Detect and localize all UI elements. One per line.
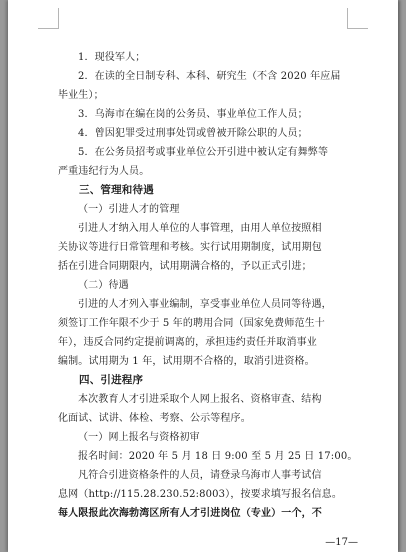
management-para-line-2: 关协议等进行日常管理和考核。实行试用期制度，试用期包 — [58, 242, 322, 253]
document-page — [8, 0, 398, 552]
page-body — [58, 48, 358, 523]
registration-para-line-2: 息网（http://115.28.230.52:8003），按要求填写报名信息。 — [58, 489, 342, 500]
exclusion-item-1: 1．现役军人； — [78, 52, 146, 63]
exclusion-item-2: 2．在读的全日制专科、本科、研究生（不含 2020 年应届 — [78, 71, 341, 82]
subsection-heading-3: （一）网上报名与资格初审 — [78, 432, 200, 443]
registration-time: 报名时间：2020 年 5 月 18 日 9:00 至 5 月 25 日 17:00。 — [78, 451, 358, 462]
registration-limit-line: 每人限报此次海勃湾区所有人才引进岗位（专业）一个，不 — [58, 508, 322, 519]
crop-mark-top-left — [38, 8, 59, 29]
crop-mark-top-right — [347, 8, 368, 29]
procedure-para-line-2: 化面试、试讲、体检、考察、公示等程序。 — [58, 413, 251, 424]
exclusion-item-2-cont: 毕业生）； — [58, 90, 104, 101]
treatment-para-line-1: 引进的人才列入事业编制，享受事业单位人员同等待遇， — [78, 299, 332, 310]
procedure-para-line-1: 本次教育人才引进采取个人网上报名、资格审查、结构 — [78, 394, 322, 405]
subsection-heading-1: （一）引进人才的管理 — [78, 204, 180, 215]
exclusion-item-5: 5．在公务员招考或事业单位公开引进中被认定有舞弊等 — [78, 147, 329, 158]
page-number: —17— — [325, 537, 358, 548]
treatment-para-line-3: 年），违反合同约定提前调离的，承担违约责任并取消事业 — [58, 337, 317, 348]
registration-para-line-1: 凡符合引进资格条件的人员，请登录乌海市人事考试信 — [78, 470, 322, 481]
management-para-line-3: 括在引进合同期限内，试用期满合格的，予以正式引进； — [58, 261, 312, 272]
management-para-line-1: 引进人才纳入用人单位的人事管理，由用人单位按照相 — [78, 223, 322, 234]
section-heading-3: 三、管理和待遇 — [79, 184, 154, 196]
exclusion-item-4: 4．曾因犯罪受过刑事处罚或曾被开除公职的人员； — [78, 128, 308, 139]
section-heading-4: 四、引进程序 — [79, 374, 144, 386]
treatment-para-line-2: 须签订工作年限不少于 5 年的聘用合同（国家免费师范生十 — [58, 318, 325, 329]
subsection-heading-2: （二）待遇 — [78, 280, 129, 291]
exclusion-item-3: 3．乌海市在编在岗的公务员、事业单位工作人员； — [78, 109, 308, 120]
treatment-para-line-4: 编制。试用期为 1 年，试用期不合格的，取消引进资格。 — [58, 356, 315, 367]
exclusion-item-5-cont: 严重违纪行为人员。 — [58, 166, 150, 177]
